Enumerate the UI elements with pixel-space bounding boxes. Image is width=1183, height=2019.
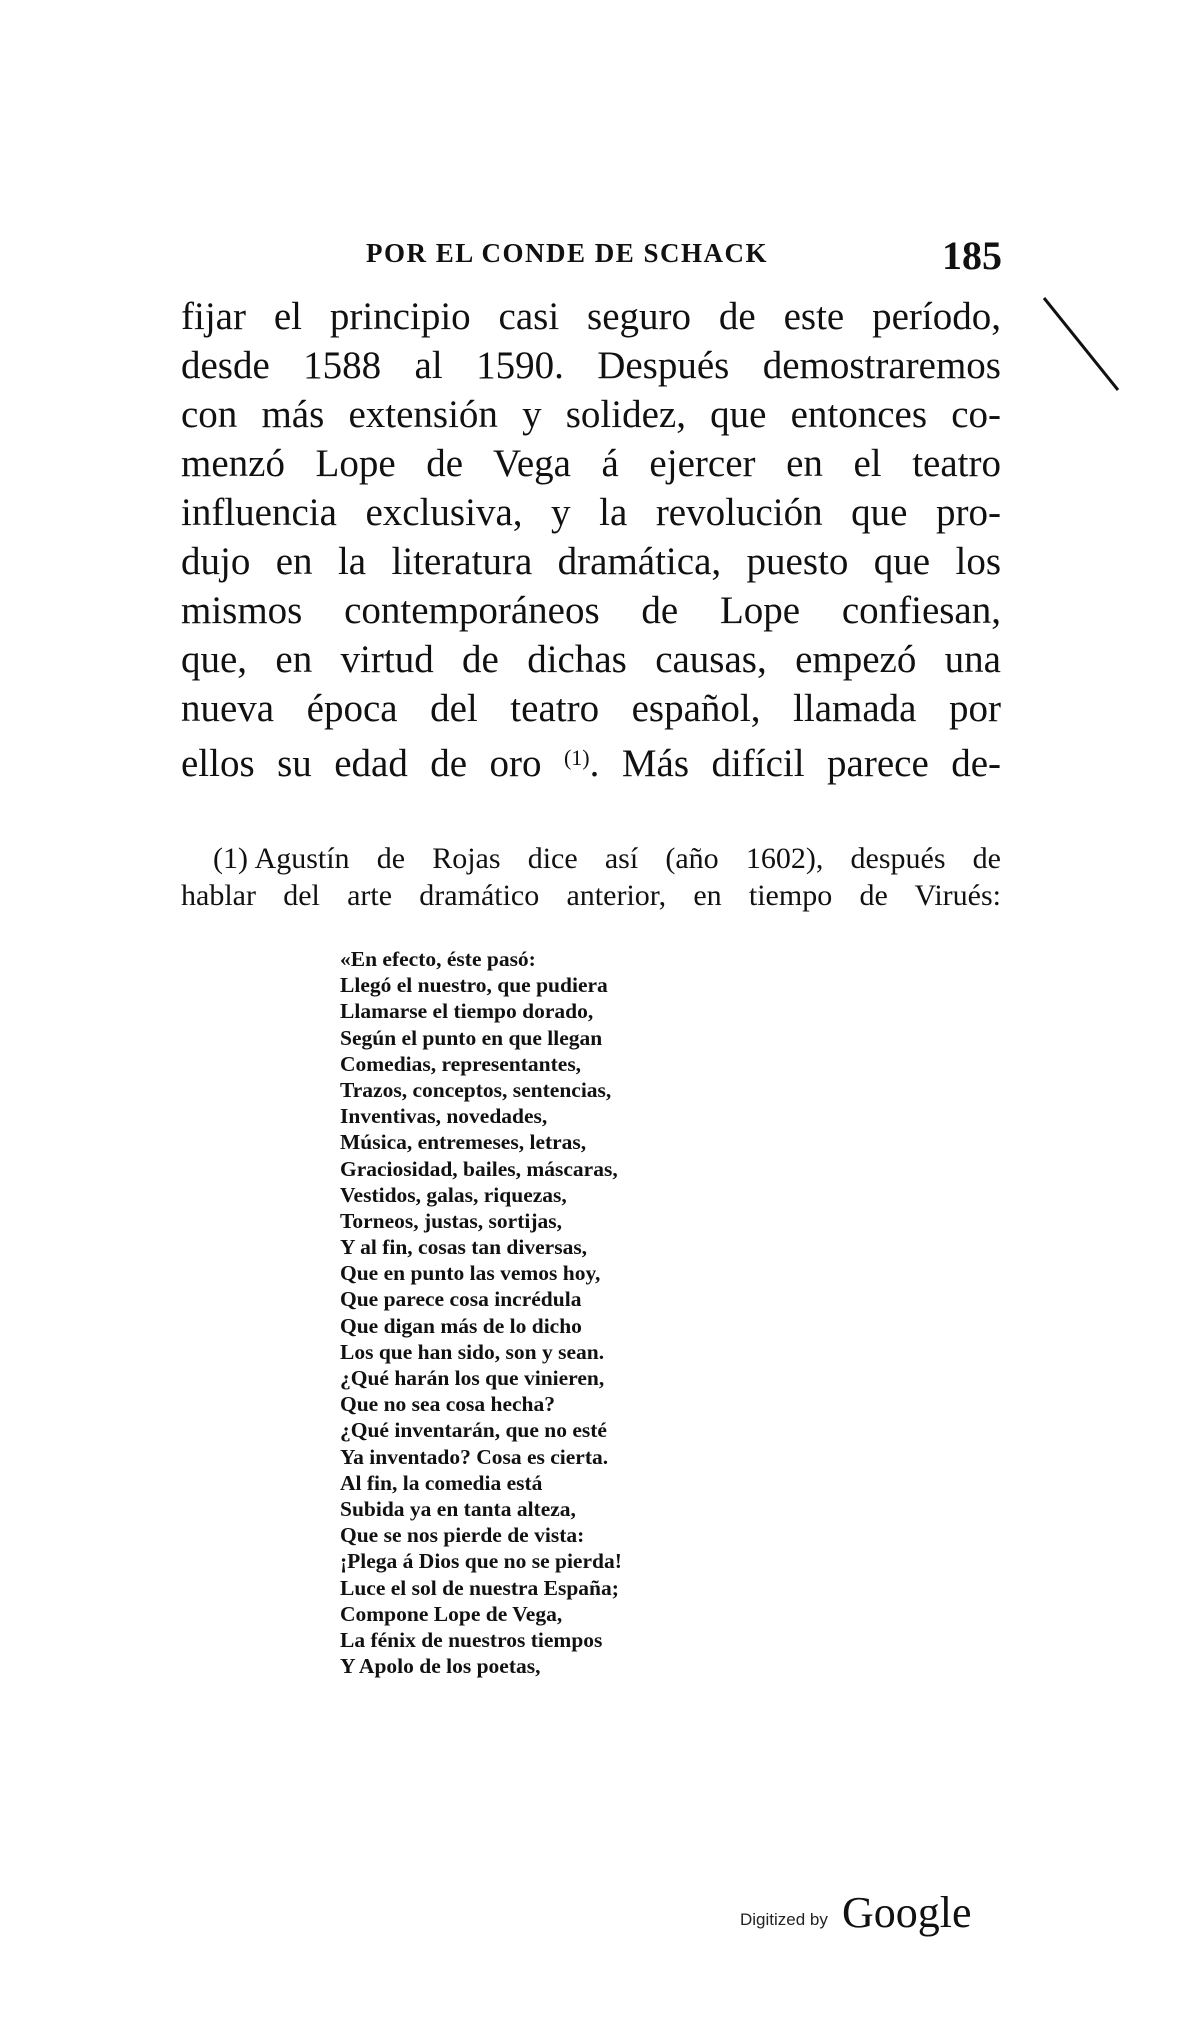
verse-line: Que no sea cosa hecha? [340,1392,555,1417]
verse-line: ¿Qué inventarán, que no esté [340,1418,607,1443]
footnote-number: (1) [213,842,248,875]
body-line: que, en virtud de dichas causas, empezó una [181,638,1001,681]
verse-line: Música, entremeses, letras, [340,1130,587,1155]
verse-line: ¡Plega á Dios que no se pierda! [340,1549,622,1574]
body-line: fijar el principio casi seguro de este período, [181,295,1001,338]
body-line: nueva época del teatro español, llamada por [181,687,1001,730]
verse-line: Que en punto las vemos hoy, [340,1261,601,1286]
verse-line: Torneos, justas, sortijas, [340,1208,562,1233]
page-header [366,232,1002,282]
body-line: menzó Lope de Vega á ejercer en el teatro [181,442,1001,485]
footnote [181,840,1001,914]
verse-line: Y Apolo de los poetas, [340,1654,541,1679]
verse-line: Inventivas, novedades, [340,1104,548,1129]
verse-line: Y al fin, cosas tan diversas, [340,1235,588,1260]
google-logo: Google [842,1888,972,1937]
digitized-by-google [740,1880,1000,1940]
footnote-reference[interactable]: (1) [563,745,590,770]
verse-line: Ya inventado? Cosa es cierta. [340,1444,609,1469]
verse-line: Llegó el nuestro, que pudiera [340,973,608,998]
body-line: ellos su edad de oro $^{(1)}$. Más difícil parece de- [181,742,1001,785]
body-text [181,292,1001,785]
verse-line: Luce el sol de nuestra España; [340,1575,619,1600]
verse-line: Al fin, la comedia está [340,1470,543,1495]
verse-line: Que digan más de lo dicho [340,1313,582,1338]
verse-line: «En efecto, éste pasó: [340,947,536,971]
page-number: 185 [942,233,1002,278]
verse-line: Que parece cosa incrédula [340,1287,582,1312]
body-line: dujo en la literatura dramática, puesto que los [181,540,1001,583]
body-line: mismos contemporáneos de Lope confiesan, [181,589,1001,632]
verse-line: Subida ya en tanta alteza, [340,1496,576,1521]
body-line: desde 1588 al 1590. Después demostraremos [181,344,1001,387]
verse-quotation [340,946,760,1679]
verse-line: Graciosidad, bailes, máscaras, [340,1156,618,1181]
verse-line: Trazos, conceptos, sentencias, [340,1077,612,1102]
footnote-line: hablar del arte dramático anterior, en tiempo de Virués: [181,879,1001,912]
verse-line: Que se nos pierde de vista: [340,1523,585,1548]
footnote-line: (1) Agustín de Rojas dice así (año 1602), después de [181,840,1001,877]
verse-line: La fénix de nuestros tiempos [340,1627,603,1652]
verse-line: Los que han sido, son y sean. [340,1339,605,1364]
body-line: influencia exclusiva, y la revolución que pro- [181,491,1001,534]
verse-line: Vestidos, galas, riquezas, [340,1182,567,1207]
verse-line: Compone Lope de Vega, [340,1601,563,1626]
verse-line: Llamarse el tiempo dorado, [340,999,594,1024]
digitized-label: Digitized by [740,1910,828,1929]
running-head: POR EL CONDE DE SCHACK [366,238,769,268]
margin-pen-stroke [1040,296,1122,392]
body-line: con más extensión y solidez, que entonces co- [181,393,1001,436]
verse-line: ¿Qué harán los que vinieren, [340,1366,605,1390]
verse-line: Según el punto en que llegan [340,1025,603,1050]
verse-line: Comedias, representantes, [340,1051,582,1076]
